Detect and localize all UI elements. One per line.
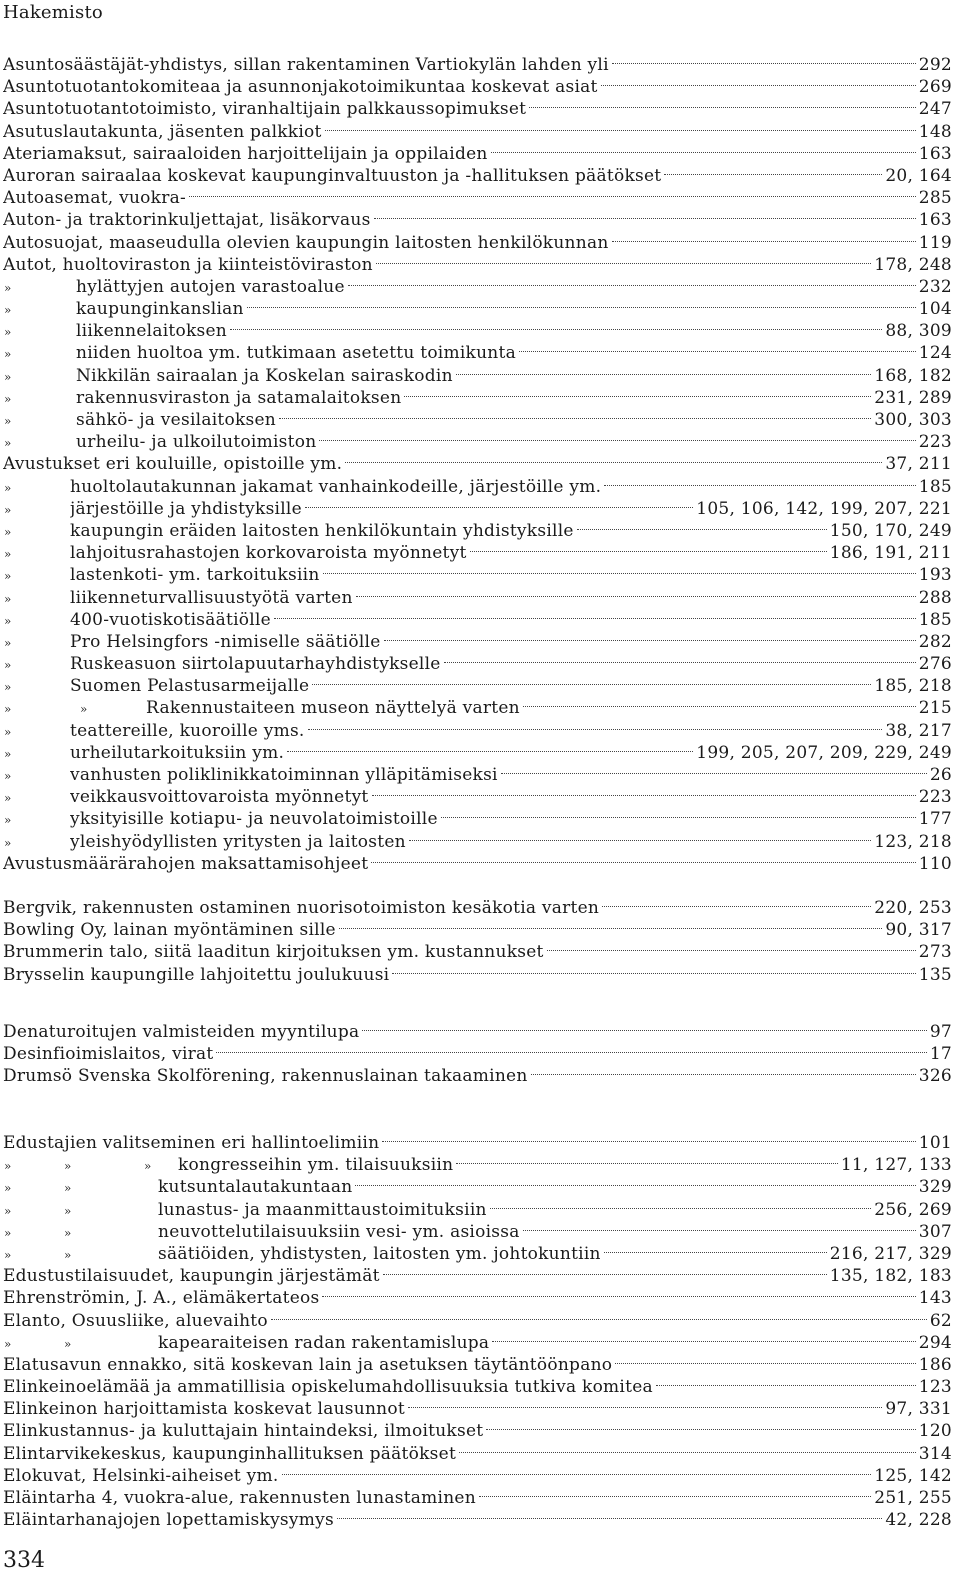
ditto-mark: » bbox=[64, 1225, 72, 1240]
ditto-mark: » bbox=[4, 791, 12, 806]
dot-leader bbox=[456, 1148, 838, 1170]
ditto-mark: » bbox=[4, 569, 12, 584]
entry-text: Asuntotuotantokomiteaa ja asunnonjakotoimikuntaa koskevat asiat bbox=[3, 77, 598, 98]
dot-leader bbox=[519, 336, 916, 358]
ditto-mark: » bbox=[4, 480, 12, 495]
entry-pages: 223 bbox=[918, 787, 952, 808]
entry-pages: 143 bbox=[918, 1288, 952, 1309]
ditto-mark: » bbox=[80, 702, 88, 717]
ditto-marks bbox=[0, 542, 70, 565]
ditto-marks bbox=[0, 1176, 158, 1199]
dot-leader bbox=[325, 115, 916, 137]
entry-pages: 231, 289 bbox=[874, 387, 952, 408]
ditto-marks bbox=[0, 653, 70, 676]
ditto-mark: » bbox=[4, 680, 12, 695]
dot-leader bbox=[322, 1281, 915, 1303]
entry-pages: 273 bbox=[918, 942, 952, 963]
entry-text: hylättyjen autojen varastoalue bbox=[76, 276, 345, 297]
entry-pages: 232 bbox=[918, 276, 952, 297]
entry-pages: 101 bbox=[918, 1133, 952, 1153]
dot-leader bbox=[216, 1037, 926, 1059]
dot-leader bbox=[189, 181, 916, 203]
dot-leader bbox=[444, 647, 916, 669]
ditto-mark: » bbox=[4, 1203, 12, 1218]
index-group-b bbox=[0, 891, 952, 985]
entry-text: järjestöille ja yhdistyksille bbox=[70, 498, 302, 519]
ditto-mark: » bbox=[64, 1181, 72, 1196]
ditto-mark: » bbox=[4, 303, 12, 318]
dot-leader bbox=[486, 1414, 915, 1436]
ditto-marks bbox=[0, 342, 76, 365]
ditto-marks bbox=[0, 409, 76, 432]
entry-pages: 269 bbox=[918, 77, 952, 98]
entry-pages: 119 bbox=[918, 232, 952, 253]
dot-leader bbox=[323, 558, 916, 580]
entry-pages: 251, 255 bbox=[874, 1488, 952, 1508]
entry-text: Auton- ja traktorinkuljettajat, lisäkorvaus bbox=[3, 210, 371, 231]
ditto-mark: » bbox=[4, 502, 12, 517]
dot-leader bbox=[348, 270, 916, 292]
ditto-marks bbox=[0, 808, 70, 831]
entry-pages: 294 bbox=[918, 1332, 952, 1353]
entry-text: Desinfioimislaitos, virat bbox=[3, 1044, 214, 1065]
page-number: 334 bbox=[3, 1548, 45, 1573]
entry-pages: 215 bbox=[918, 698, 952, 719]
dot-leader bbox=[371, 847, 915, 869]
entry-text: lunastus- ja maanmittaustoimituksiin bbox=[158, 1199, 487, 1220]
ditto-marks bbox=[0, 298, 76, 321]
entry-text: urheilu- ja ulkoilutoimiston bbox=[76, 432, 317, 453]
index-entry bbox=[0, 891, 952, 918]
dot-leader bbox=[456, 359, 872, 381]
entry-pages: 163 bbox=[918, 210, 952, 231]
dot-leader bbox=[523, 691, 916, 713]
entry-pages: 20, 164 bbox=[885, 165, 952, 186]
entry-text: Elanto, Osuusliike, aluevaihto bbox=[3, 1310, 268, 1331]
entry-text: Suomen Pelastusarmeijalle bbox=[70, 676, 310, 697]
entry-pages: 326 bbox=[918, 1066, 952, 1087]
dot-leader bbox=[408, 1392, 882, 1414]
entry-text: Autosuojat, maaseudulla olevien kaupungin laitosten henkilökunnan bbox=[3, 232, 609, 253]
ditto-marks bbox=[0, 697, 146, 720]
dot-leader bbox=[345, 447, 882, 469]
entry-text: kaupunginkanslian bbox=[76, 299, 244, 320]
dot-leader bbox=[382, 1126, 916, 1148]
entry-pages: 62 bbox=[929, 1310, 952, 1331]
entry-pages: 90, 317 bbox=[885, 920, 952, 941]
index-entry bbox=[0, 1015, 952, 1042]
dot-leader bbox=[547, 935, 916, 957]
entry-pages: 135 bbox=[918, 964, 952, 985]
entry-text: Brummerin talo, siitä laaditun kirjoituksen ym. kustannukset bbox=[3, 942, 544, 963]
entry-pages: 185, 218 bbox=[874, 676, 952, 697]
ditto-marks bbox=[0, 1243, 158, 1266]
entry-text: lahjoitusrahastojen korkovaroista myönnetyt bbox=[70, 543, 467, 564]
entry-text: vanhusten poliklinikkatoiminnan ylläpitämiseksi bbox=[70, 765, 498, 785]
entry-pages: 288 bbox=[918, 587, 952, 608]
ditto-marks bbox=[0, 1221, 158, 1244]
entry-pages: 125, 142 bbox=[874, 1465, 952, 1486]
entry-pages: 292 bbox=[918, 55, 952, 75]
entry-text: sähkö- ja vesilaitoksen bbox=[76, 410, 276, 430]
entry-text: Ruskeasuon siirtolapuutarhayhdistykselle bbox=[70, 654, 441, 675]
entry-text: Bowling Oy, lainan myöntäminen sille bbox=[3, 920, 336, 941]
dot-leader bbox=[479, 1481, 871, 1503]
entry-pages: 42, 228 bbox=[885, 1510, 952, 1531]
entry-text: Elokuvat, Helsinki-aiheiset ym. bbox=[3, 1465, 279, 1486]
entry-text: huoltolautakunnan jakamat vanhainkodeille, järjestöille ym. bbox=[70, 476, 602, 497]
ditto-marks bbox=[0, 786, 70, 809]
entry-text: Asutuslautakunta, jäsenten palkkiot bbox=[3, 121, 322, 142]
dot-leader bbox=[523, 1215, 916, 1237]
dot-leader bbox=[490, 1193, 872, 1215]
entry-text: teattereille, kuoroille yms. bbox=[70, 720, 305, 741]
dot-leader bbox=[356, 581, 916, 603]
ditto-mark: » bbox=[4, 524, 12, 539]
entry-pages: 150, 170, 249 bbox=[829, 520, 952, 541]
entry-text: kapearaiteisen radan rakentamislupa bbox=[158, 1332, 490, 1353]
ditto-marks bbox=[0, 365, 76, 388]
ditto-marks bbox=[0, 564, 70, 587]
entry-text: urheilutarkoituksiin ym. bbox=[70, 742, 285, 763]
dot-leader bbox=[282, 1459, 872, 1481]
dot-leader bbox=[604, 470, 916, 492]
dot-leader bbox=[392, 958, 915, 980]
entry-pages: 223 bbox=[918, 432, 952, 453]
dot-leader bbox=[404, 381, 871, 403]
ditto-mark: » bbox=[4, 436, 12, 451]
ditto-marks bbox=[0, 764, 70, 787]
entry-text: Asuntotuotantotoimisto, viranhaltijain palkkaussopimukset bbox=[3, 99, 527, 120]
ditto-marks bbox=[0, 587, 70, 610]
ditto-mark: » bbox=[64, 1336, 72, 1351]
dot-leader bbox=[441, 802, 916, 824]
dot-leader bbox=[501, 758, 927, 780]
page-title: Hakemisto bbox=[3, 2, 103, 23]
entry-pages: 105, 106, 142, 199, 207, 221 bbox=[696, 498, 952, 519]
entry-text: säätiöiden, yhdistysten, laitosten ym. johtokuntiin bbox=[158, 1243, 601, 1264]
entry-pages: 282 bbox=[918, 631, 952, 652]
entry-text: Elintarvikekeskus, kaupunginhallituksen päätökset bbox=[3, 1443, 457, 1464]
entry-text: Pro Helsingfors -nimiselle säätiölle bbox=[70, 631, 381, 652]
entry-pages: 185 bbox=[918, 476, 952, 497]
entry-text: Elinkustannus- ja kuluttajain hintaindeksi, ilmoitukset bbox=[3, 1421, 484, 1442]
ditto-mark: » bbox=[4, 1247, 12, 1262]
entry-text: liikennelaitoksen bbox=[76, 321, 227, 342]
entry-text: yleishyödyllisten yritysten ja laitosten bbox=[70, 831, 406, 852]
ditto-mark: » bbox=[4, 746, 12, 761]
entry-pages: 314 bbox=[918, 1443, 952, 1464]
entry-text: niiden huoltoa ym. tutkimaan asetettu toimikunta bbox=[76, 343, 516, 364]
entry-text: kutsuntalautakuntaan bbox=[158, 1177, 353, 1198]
dot-leader bbox=[531, 1059, 916, 1081]
index-group-e bbox=[0, 1126, 952, 1531]
ditto-mark: » bbox=[4, 325, 12, 340]
ditto-mark: » bbox=[4, 702, 12, 717]
ditto-mark: » bbox=[4, 813, 12, 828]
entry-text: Elinkeinon harjoittamista koskevat lausunnot bbox=[3, 1399, 405, 1420]
entry-pages: 178, 248 bbox=[874, 254, 952, 275]
entry-pages: 220, 253 bbox=[874, 898, 952, 918]
dot-leader bbox=[230, 314, 882, 336]
ditto-mark: » bbox=[4, 1159, 12, 1174]
entry-pages: 185 bbox=[918, 609, 952, 630]
index-group-d bbox=[0, 1015, 952, 1087]
dot-leader bbox=[664, 159, 882, 181]
entry-text: Eläintarha 4, vuokra-alue, rakennusten lunastaminen bbox=[3, 1488, 476, 1508]
entry-text: lastenkoti- ym. tarkoituksiin bbox=[70, 565, 320, 586]
ditto-marks bbox=[0, 631, 70, 654]
dot-leader bbox=[577, 514, 827, 536]
ditto-marks bbox=[0, 675, 70, 698]
dot-leader bbox=[409, 825, 871, 847]
entry-pages: 163 bbox=[918, 143, 952, 164]
dot-leader bbox=[383, 1259, 827, 1281]
ditto-marks bbox=[0, 476, 70, 499]
entry-text: Avustusmäärärahojen maksattamisohjeet bbox=[3, 853, 369, 874]
entry-text: Denaturoitujen valmisteiden myyntilupa bbox=[3, 1022, 360, 1042]
ditto-marks bbox=[0, 1332, 158, 1355]
ditto-marks bbox=[0, 609, 70, 632]
ditto-marks bbox=[0, 720, 70, 743]
entry-pages: 186, 191, 211 bbox=[829, 543, 952, 564]
dot-leader bbox=[492, 1326, 916, 1348]
entry-pages: 97 bbox=[929, 1022, 952, 1042]
entry-pages: 120 bbox=[918, 1421, 952, 1442]
entry-text: Elatusavun ennakko, sitä koskevan lain ja asetuksen täytäntöönpano bbox=[3, 1354, 613, 1375]
ditto-mark: » bbox=[4, 280, 12, 295]
entry-pages: 17 bbox=[929, 1044, 952, 1065]
entry-text: neuvottelutilaisuuksiin vesi- ym. asioissa bbox=[158, 1221, 520, 1242]
ditto-mark: » bbox=[144, 1159, 152, 1174]
entry-text: Auroran sairaalaa koskevat kaupunginvaltuuston ja -hallituksen päätökset bbox=[3, 165, 662, 186]
dot-leader bbox=[337, 1503, 882, 1525]
dot-leader bbox=[279, 403, 871, 425]
dot-leader bbox=[339, 913, 883, 935]
entry-pages: 216, 217, 329 bbox=[829, 1243, 952, 1264]
ditto-marks bbox=[0, 1199, 158, 1222]
entry-pages: 123, 218 bbox=[874, 831, 952, 852]
dot-leader bbox=[470, 536, 827, 558]
ditto-mark: » bbox=[64, 1247, 72, 1262]
dot-leader bbox=[656, 1370, 916, 1392]
entry-pages: 307 bbox=[918, 1221, 952, 1242]
ditto-mark: » bbox=[4, 613, 12, 628]
ditto-marks bbox=[0, 387, 76, 410]
entry-pages: 110 bbox=[918, 853, 952, 874]
entry-pages: 148 bbox=[918, 121, 952, 142]
entry-text: Autoasemat, vuokra- bbox=[3, 188, 186, 209]
entry-pages: 329 bbox=[918, 1177, 952, 1198]
entry-pages: 168, 182 bbox=[874, 365, 952, 386]
ditto-marks bbox=[0, 498, 70, 521]
dot-leader bbox=[604, 1237, 827, 1259]
entry-text: Avustukset eri kouluille, opistoille ym. bbox=[3, 454, 343, 475]
index-entry bbox=[0, 1126, 952, 1153]
entry-pages: 256, 269 bbox=[874, 1199, 952, 1220]
dot-leader bbox=[376, 248, 871, 270]
entry-text: Edustustilaisuudet, kaupungin järjestämät bbox=[3, 1266, 380, 1287]
entry-text: Asuntosäästäjät-yhdistys, sillan rakentaminen Vartiokylän lahden yli bbox=[3, 55, 609, 75]
ditto-mark: » bbox=[64, 1203, 72, 1218]
ditto-mark: » bbox=[64, 1159, 72, 1174]
entry-text: kaupungin eräiden laitosten henkilökuntain yhdistyksille bbox=[70, 520, 574, 541]
dot-leader bbox=[602, 891, 871, 913]
entry-text: Ateriamaksut, sairaaloiden harjoittelijain ja oppilaiden bbox=[3, 143, 488, 164]
dot-leader bbox=[287, 736, 693, 758]
ditto-mark: » bbox=[4, 835, 12, 850]
ditto-marks bbox=[0, 1154, 178, 1177]
ditto-mark: » bbox=[4, 658, 12, 673]
entry-pages: 285 bbox=[918, 188, 952, 209]
ditto-marks bbox=[0, 431, 76, 454]
entry-pages: 11, 127, 133 bbox=[840, 1155, 952, 1176]
ditto-mark: » bbox=[4, 1225, 12, 1240]
entry-pages: 88, 309 bbox=[885, 321, 952, 342]
entry-text: Edustajien valitseminen eri hallintoelimiin bbox=[3, 1133, 380, 1153]
entry-pages: 186 bbox=[918, 1354, 952, 1375]
entry-text: rakennusviraston ja satamalaitoksen bbox=[76, 387, 402, 408]
dot-leader bbox=[355, 1170, 915, 1192]
index-entry bbox=[0, 48, 952, 75]
dot-leader bbox=[459, 1437, 916, 1459]
entry-text: veikkausvoittovaroista myönnetyt bbox=[70, 787, 369, 808]
dot-leader bbox=[612, 48, 916, 70]
entry-pages: 300, 303 bbox=[874, 410, 952, 430]
ditto-marks bbox=[0, 320, 76, 343]
entry-text: kongresseihin ym. tilaisuuksiin bbox=[178, 1155, 454, 1176]
entry-pages: 38, 217 bbox=[885, 720, 952, 741]
ditto-mark: » bbox=[4, 391, 12, 406]
dot-leader bbox=[529, 92, 916, 114]
entry-pages: 26 bbox=[929, 765, 952, 785]
entry-pages: 199, 205, 207, 209, 229, 249 bbox=[696, 742, 952, 763]
dot-leader bbox=[601, 70, 916, 92]
ditto-marks bbox=[0, 831, 70, 854]
dot-leader bbox=[247, 292, 916, 314]
ditto-mark: » bbox=[4, 1181, 12, 1196]
ditto-mark: » bbox=[4, 769, 12, 783]
dot-leader bbox=[372, 780, 916, 802]
index-group-a bbox=[0, 48, 952, 874]
entry-text: 400-vuotiskotisäätiölle bbox=[70, 609, 271, 630]
dot-leader bbox=[305, 492, 693, 514]
dot-leader bbox=[615, 1348, 916, 1370]
ditto-mark: » bbox=[4, 591, 12, 606]
ditto-mark: » bbox=[4, 414, 12, 428]
dot-leader bbox=[312, 669, 871, 691]
ditto-marks bbox=[0, 276, 76, 299]
entry-pages: 124 bbox=[918, 343, 952, 364]
entry-pages: 123 bbox=[918, 1377, 952, 1398]
entry-text: Rakennustaiteen museon näyttelyä varten bbox=[146, 698, 520, 719]
ditto-mark: » bbox=[4, 547, 12, 562]
ditto-mark: » bbox=[4, 369, 12, 384]
entry-text: Nikkilän sairaalan ja Koskelan sairaskodin bbox=[76, 365, 453, 386]
dot-leader bbox=[374, 203, 916, 225]
entry-text: Brysselin kaupungille lahjoitettu joulukuusi bbox=[3, 964, 390, 985]
entry-pages: 247 bbox=[918, 99, 952, 120]
dot-leader bbox=[362, 1015, 927, 1037]
entry-pages: 104 bbox=[918, 299, 952, 320]
dot-leader bbox=[384, 625, 916, 647]
entry-text: Ehrenströmin, J. A., elämäkertateos bbox=[3, 1288, 320, 1309]
entry-text: yksityisille kotiapu- ja neuvolatoimistoille bbox=[70, 809, 438, 830]
entry-text: Autot, huoltoviraston ja kiinteistöviraston bbox=[3, 254, 373, 275]
dot-leader bbox=[319, 425, 915, 447]
dot-leader bbox=[491, 137, 916, 159]
ditto-mark: » bbox=[4, 347, 12, 362]
entry-text: Elinkeinoelämää ja ammatillisia opiskelumahdollisuuksia tutkiva komitea bbox=[3, 1377, 653, 1398]
entry-text: Bergvik, rakennusten ostaminen nuorisotoimiston kesäkotia varten bbox=[3, 898, 600, 918]
entry-text: Eläintarhanajojen lopettamiskysymys bbox=[3, 1510, 334, 1531]
entry-text: liikenneturvallisuustyötä varten bbox=[70, 587, 353, 608]
ditto-marks bbox=[0, 742, 70, 765]
entry-pages: 177 bbox=[918, 809, 952, 830]
ditto-marks bbox=[0, 520, 70, 543]
entry-pages: 193 bbox=[918, 565, 952, 586]
dot-leader bbox=[274, 603, 916, 625]
entry-pages: 135, 182, 183 bbox=[829, 1266, 952, 1287]
ditto-mark: » bbox=[4, 635, 12, 650]
entry-pages: 276 bbox=[918, 654, 952, 675]
entry-text: Drumsö Svenska Skolförening, rakennuslainan takaaminen bbox=[3, 1066, 528, 1087]
ditto-mark: » bbox=[4, 1336, 12, 1351]
dot-leader bbox=[271, 1304, 927, 1326]
dot-leader bbox=[308, 714, 883, 736]
dot-leader bbox=[612, 226, 916, 248]
entry-pages: 37, 211 bbox=[885, 454, 952, 475]
entry-pages: 97, 331 bbox=[885, 1399, 952, 1420]
ditto-mark: » bbox=[4, 724, 12, 739]
